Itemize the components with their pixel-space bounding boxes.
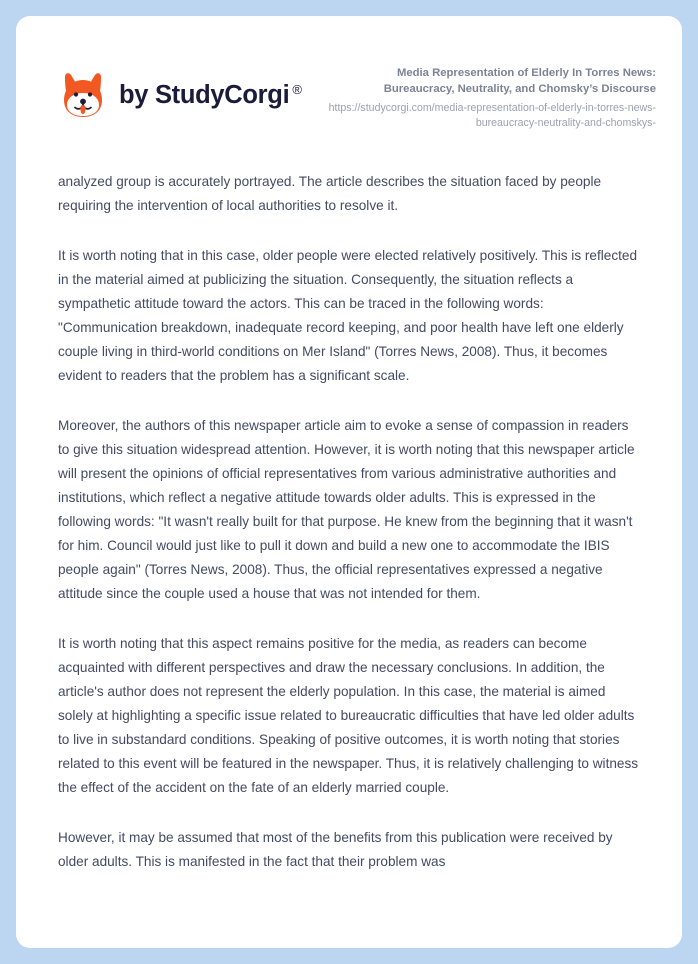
article-paragraph: It is worth noting that this aspect remains positive for the media, as readers can become acquainted with different perspectives and draw the necessary conclusions. In addition, the article's author does not represent the elderly population. In this case, the material is aimed solely at highlighting a specific issue related to bureaucratic difficulties that have led older adults to live in substandard conditions. Speaking of positive outcomes, it is worth noting that stories related to this event will be featured in the newspaper. Thus, it is relatively challenging to witness the effect of the accident on the fate of an elderly married couple.: [58, 635, 639, 795]
article-body: [16, 132, 682, 874]
brand-wordmark: [119, 81, 302, 110]
brand-wordmark-label: by StudyCorgi: [119, 80, 290, 109]
site-header: [16, 16, 682, 132]
registered-trademark-icon: ®: [292, 81, 302, 97]
corgi-face-icon: [58, 71, 108, 119]
article-paragraph: However, it may be assumed that most of the benefits from this publication were received by older adults. This is manifested in the fact that their problem was: [58, 829, 613, 869]
page-title: Media Representation of Elderly In Torres News: Bureaucracy, Neutrality, and Chomsky’s Discourse: [383, 67, 656, 96]
brand-logo[interactable]: [58, 61, 302, 119]
article-paragraph: analyzed group is accurately portrayed. The article describes the situation faced by people requiring the intervention of local authorities to resolve it.: [58, 173, 602, 213]
document-meta: [326, 61, 656, 132]
document-page-card: [16, 16, 682, 948]
document-source-url: https://studycorgi.com/media-representation-of-elderly-in-torres-news-bureaucracy-neutrality-and-chomskys-: [328, 102, 656, 130]
article-paragraph: It is worth noting that in this case, older people were elected relatively positively. This is reflected in the material aimed at publicizing the situation. Consequently, the situation reflects a sympathetic attitude toward the actors. This can be traced in the following words: "Communication breakdown, inadequate record keeping, and poor health have left one elderly couple living in third-world conditions on Mer Island" (Torres News, 2008). Thus, it becomes evident to readers that the problem has a significant scale.: [58, 247, 638, 383]
article-paragraph: Moreover, the authors of this newspaper article aim to evoke a sense of compassion in readers to give this situation widespread attention. However, it is worth noting that this newspaper article will present the opinions of official representatives from various administrative authorities and institutions, which reflect a negative attitude towards older adults. This is expressed in the following words: "It wasn't really built for that purpose. He knew from the beginning that it wasn't for him. Council would just like to pull it down and build a new one to accommodate the IBIS people again" (Torres News, 2008). Thus, the official representatives expressed a negative attitude since the couple used a house that was not intended for them.: [58, 417, 635, 601]
